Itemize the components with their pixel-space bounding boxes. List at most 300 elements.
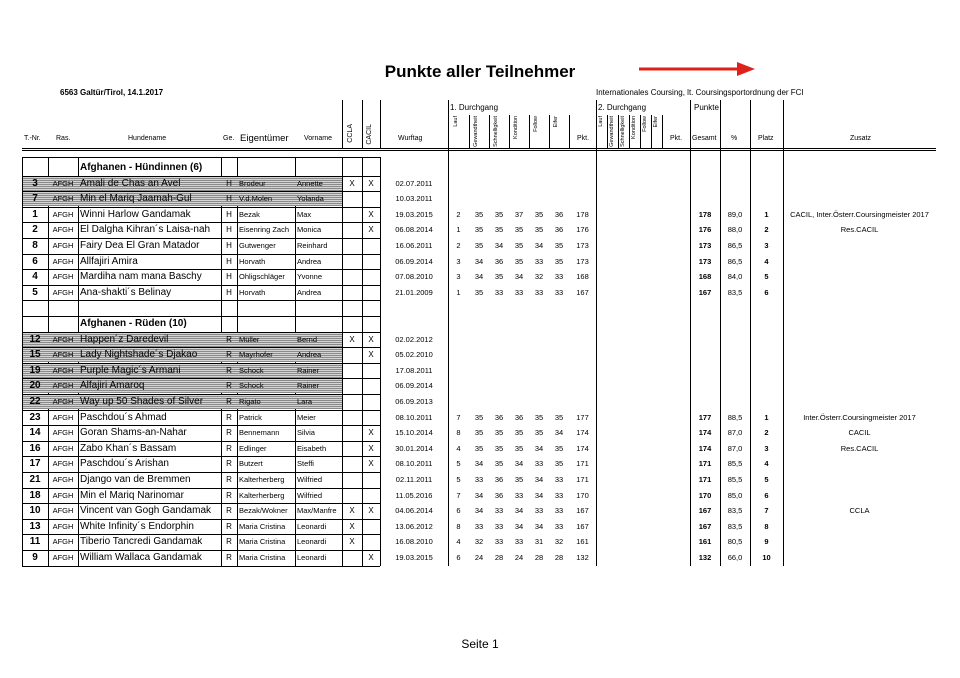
cell-first: Leonardi	[297, 521, 327, 531]
cell-sex: H	[226, 225, 232, 235]
cell-e: 36	[554, 209, 564, 219]
cell-l: 5	[456, 459, 461, 469]
cell-f: 34	[534, 241, 544, 250]
cell-owner: Mayrhofer	[239, 350, 273, 360]
cell-pkt: 167	[576, 506, 589, 516]
cell-nr: 2	[32, 224, 38, 236]
cell-place: 4	[764, 256, 769, 266]
cell-name: Ana-shakti´s Belinay	[80, 286, 172, 298]
cell-total: 132	[698, 553, 712, 562]
cell-nr: 23	[29, 411, 41, 423]
cell-l: 6	[456, 553, 461, 562]
cell-l: 4	[456, 537, 461, 547]
cell-place: 9	[764, 537, 769, 547]
cell-sex: H	[226, 256, 232, 266]
cell-pct: 66,0	[727, 553, 743, 562]
cell-owner: Rigato	[239, 397, 261, 406]
cell-cacil: X	[368, 506, 374, 516]
cell-litter: 17.08.2011	[395, 365, 433, 375]
cell-e: 35	[554, 256, 564, 266]
cell-place: 5	[764, 475, 769, 484]
cell-place: 7	[764, 506, 769, 516]
cell-sex: R	[226, 475, 232, 484]
cell-total: 173	[698, 241, 712, 250]
grid-line	[489, 115, 490, 148]
cell-s: 35	[494, 272, 504, 282]
column-header-cacil: CACIL	[366, 124, 373, 145]
cell-nr: 7	[32, 193, 38, 205]
cell-owner: Schock	[239, 365, 264, 375]
cell-nr: 11	[29, 536, 41, 548]
cell-l: 3	[456, 272, 461, 282]
cell-owner: Horvath	[239, 287, 266, 297]
cell-f: 33	[534, 459, 544, 469]
cell-k: 33	[514, 490, 524, 500]
column-header-name: Hundename	[128, 135, 167, 142]
cell-nr: 20	[29, 380, 41, 392]
cell-sex: R	[226, 381, 232, 391]
cell-k: 34	[514, 506, 524, 516]
cell-g: 35	[474, 428, 484, 438]
cell-litter: 08.10.2011	[395, 412, 433, 422]
cell-name: Paschdou´s Arishan	[80, 458, 169, 470]
cell-g: 35	[474, 209, 484, 219]
cell-l: 1	[456, 225, 461, 235]
cell-nr: 9	[32, 552, 38, 563]
cell-g: 34	[474, 490, 484, 500]
cell-nr: 21	[29, 474, 41, 485]
cell-total: 174	[698, 428, 712, 438]
cell-f: 32	[534, 272, 544, 282]
cell-first: Wilfried	[297, 490, 323, 500]
column-header-r2-3: Kondition	[631, 116, 637, 139]
cell-pct: 83,5	[727, 521, 743, 531]
cell-g: 35	[474, 412, 484, 422]
grid-line	[651, 115, 652, 148]
column-header-r2-4: Follow	[642, 116, 648, 132]
cell-first: Eisabeth	[297, 443, 327, 453]
cell-owner: Bezak/Wokner	[239, 506, 288, 516]
cell-name: Tiberio Tancredi Gandamak	[80, 536, 203, 548]
cell-extra: CCLA	[849, 506, 870, 516]
cell-extra: Inter.Österr.Coursingmeister 2017	[803, 412, 916, 422]
cell-l: 2	[456, 241, 461, 250]
column-header-ccla: CCLA	[347, 124, 354, 143]
cell-owner: Eisenring Zach	[239, 225, 290, 235]
cell-race: AFGH	[52, 521, 74, 531]
cell-race: AFGH	[52, 194, 74, 204]
cell-place: 6	[764, 490, 769, 500]
cell-sex: H	[226, 209, 232, 219]
cell-litter: 06.09.2013	[395, 397, 433, 406]
page-number: Seite 1	[461, 637, 499, 651]
cell-s: 34	[494, 241, 504, 250]
column-header-nr: T.-Nr.	[24, 135, 41, 142]
cell-l: 3	[456, 256, 461, 266]
cell-first: Andrea	[297, 287, 322, 297]
cell-name: Zabo Khan´s Bassam	[80, 442, 177, 454]
cell-total: 167	[698, 521, 712, 531]
cell-s: 36	[494, 256, 504, 266]
cell-pct: 87,0	[727, 428, 743, 438]
grid-line	[629, 115, 630, 148]
cell-place: 6	[764, 287, 769, 297]
cell-pct: 85,5	[727, 475, 743, 484]
cell-s: 36	[494, 490, 504, 500]
cell-first: Silvia	[297, 428, 315, 438]
cell-place: 10	[762, 553, 771, 562]
cell-litter: 16.06.2011	[395, 241, 433, 250]
cell-litter: 19.03.2015	[395, 209, 433, 219]
cell-litter: 02.11.2011	[395, 475, 433, 484]
cell-total: 177	[698, 412, 712, 422]
cell-first: Rainer	[297, 365, 320, 375]
cell-race: AFGH	[52, 490, 74, 500]
cell-k: 35	[514, 443, 524, 453]
cell-cacil: X	[368, 178, 374, 188]
cell-f: 28	[534, 553, 544, 562]
column-header-sex: Ge.	[223, 135, 235, 142]
cell-race: AFGH	[52, 428, 74, 438]
cell-ccla: X	[349, 537, 355, 547]
column-header-r1-4: Follow	[533, 116, 539, 132]
cell-f: 33	[534, 287, 544, 297]
column-header-r1-0: Lauf	[453, 116, 459, 127]
cell-e: 33	[554, 475, 564, 484]
cell-extra: CACIL	[848, 428, 871, 438]
cell-f: 34	[534, 475, 544, 484]
cell-race: AFGH	[52, 272, 74, 282]
cell-race: AFGH	[52, 350, 74, 360]
cell-nr: 4	[32, 271, 38, 283]
cell-g: 32	[474, 537, 484, 547]
cell-sex: R	[226, 334, 232, 344]
cell-name: Goran Shams-an-Nahar	[80, 427, 187, 439]
cell-f: 35	[534, 209, 544, 219]
cell-sex: R	[226, 365, 232, 375]
cell-litter: 21.01.2009	[395, 287, 433, 297]
column-header-total: Gesamt	[692, 135, 717, 142]
cell-s: 33	[494, 521, 504, 531]
cell-pkt: 171	[576, 475, 589, 484]
cell-owner: Ohligschläger	[239, 272, 285, 282]
cell-name: Lady Nightshade´s Djakao	[80, 349, 198, 361]
cell-pkt: 173	[576, 256, 589, 266]
cell-name: Amali de Chas an Avel	[80, 177, 181, 189]
column-header-r2-0: Lauf	[598, 116, 604, 127]
cell-k: 34	[514, 521, 524, 531]
grid-line	[362, 157, 363, 566]
cell-s: 33	[494, 287, 504, 297]
cell-name: Alfajiri Amaroq	[80, 380, 145, 392]
cell-f: 33	[534, 256, 544, 266]
cell-e: 28	[554, 553, 564, 562]
cell-first: Meier	[297, 412, 316, 422]
cell-race: AFGH	[52, 209, 74, 219]
cell-name: White Infinity´s Endorphin	[80, 520, 194, 532]
cell-k: 35	[514, 256, 524, 266]
cell-total: 161	[698, 537, 712, 547]
cell-litter: 05.02.2010	[395, 350, 433, 360]
red-arrow-icon	[639, 62, 755, 76]
grid-line	[342, 157, 343, 566]
cell-k: 33	[514, 287, 524, 297]
cell-l: 7	[456, 490, 461, 500]
cell-e: 33	[554, 287, 564, 297]
cell-place: 3	[764, 241, 769, 250]
cell-place: 5	[764, 272, 769, 282]
cell-race: AFGH	[52, 412, 74, 422]
cell-l: 2	[456, 209, 461, 219]
cell-e: 32	[554, 537, 564, 547]
cell-nr: 12	[29, 333, 41, 345]
cell-k: 24	[514, 553, 524, 562]
cell-nr: 14	[29, 427, 41, 439]
cell-race: AFGH	[52, 334, 74, 344]
cell-owner: Bennemann	[239, 428, 280, 438]
cell-first: Steffi	[297, 459, 314, 469]
grid-line	[22, 300, 380, 301]
cell-s: 35	[494, 225, 504, 235]
column-header-r1-5: Eifer	[553, 116, 559, 128]
cell-total: 178	[698, 209, 712, 219]
cell-cacil: X	[368, 225, 374, 235]
cell-litter: 13.06.2012	[395, 521, 433, 531]
cell-l: 7	[456, 412, 461, 422]
grid-line	[783, 100, 784, 566]
cell-sex: R	[226, 537, 232, 547]
grid-line	[549, 115, 550, 148]
cell-litter: 06.09.2014	[395, 256, 433, 266]
cell-first: Lara	[297, 397, 313, 406]
cell-total: 170	[698, 490, 712, 500]
cell-litter: 16.08.2010	[395, 537, 433, 547]
cell-first: Wilfried	[297, 475, 323, 484]
cell-f: 35	[534, 412, 544, 422]
cell-total: 173	[698, 256, 712, 266]
cell-nr: 19	[29, 364, 41, 376]
points-header: Punkte	[694, 103, 719, 112]
cell-litter: 06.08.2014	[395, 225, 433, 235]
cell-place: 8	[764, 521, 769, 531]
cell-sex: R	[226, 443, 232, 453]
cell-litter: 11.05.2016	[395, 490, 433, 500]
column-header-r2-1: Gewandtheit	[609, 116, 615, 147]
cell-k: 34	[514, 272, 524, 282]
cell-name: Happen´z Daredevil	[80, 333, 169, 345]
cell-nr: 3	[32, 177, 38, 189]
cell-e: 33	[554, 490, 564, 500]
cell-e: 35	[554, 443, 564, 453]
cell-sex: R	[226, 521, 232, 531]
header-bottom-line	[22, 148, 936, 149]
cell-first: Andrea	[297, 350, 322, 360]
cell-name: Winni Harlow Gandamak	[80, 208, 191, 220]
column-header-r2-2: Schnelligkeit	[620, 116, 626, 147]
cell-nr: 5	[32, 286, 38, 298]
cell-pct: 87,0	[727, 443, 743, 453]
cell-pkt: 178	[576, 209, 589, 219]
cell-place: 2	[764, 225, 769, 235]
grid-line	[469, 115, 470, 148]
cell-sex: R	[226, 553, 232, 562]
cell-first: Leonardi	[297, 553, 327, 562]
cell-total: 171	[698, 475, 712, 484]
cell-owner: Kalterherberg	[239, 475, 285, 484]
cell-g: 35	[474, 241, 484, 250]
cell-race: AFGH	[52, 475, 74, 484]
cell-sex: H	[226, 272, 232, 282]
cell-owner: V.d.Molen	[239, 194, 273, 204]
cell-owner: Butzert	[239, 459, 263, 469]
cell-l: 8	[456, 521, 461, 531]
cell-name: Django van de Bremmen	[80, 474, 191, 485]
cell-s: 28	[494, 553, 504, 562]
cell-f: 34	[534, 521, 544, 531]
cell-e: 33	[554, 521, 564, 531]
cell-first: Leonardi	[297, 537, 327, 547]
location-date: 6563 Galtür/Tirol, 14.1.2017	[60, 88, 164, 97]
cell-nr: 8	[32, 240, 38, 251]
cell-sex: R	[226, 490, 232, 500]
cell-pkt: 174	[576, 428, 589, 438]
cell-sex: H	[226, 194, 232, 204]
cell-pct: 89,0	[727, 209, 743, 219]
cell-pkt: 176	[576, 225, 589, 235]
cell-sex: H	[226, 287, 232, 297]
cell-name: Min el Mariq Jaamah-Gul	[80, 193, 192, 205]
grid-line	[662, 115, 663, 148]
cell-extra: CACIL, Inter.Österr.Coursingmeister 2017	[790, 209, 929, 219]
cell-total: 176	[698, 225, 712, 235]
cell-ccla: X	[349, 334, 355, 344]
cell-race: AFGH	[52, 537, 74, 547]
column-header-race: Ras.	[56, 135, 71, 142]
cell-race: AFGH	[52, 287, 74, 297]
cell-total: 167	[698, 287, 712, 297]
cell-first: Rainer	[297, 381, 320, 391]
cell-race: AFGH	[52, 381, 74, 391]
cell-g: 35	[474, 443, 484, 453]
cell-owner: Edlinger	[239, 443, 267, 453]
cell-pkt: 173	[576, 241, 589, 250]
cell-litter: 19.03.2015	[395, 553, 433, 562]
column-header-place: Platz	[758, 135, 774, 142]
cell-litter: 02.02.2012	[395, 334, 433, 344]
cell-litter: 07.08.2010	[395, 272, 433, 282]
cell-race: AFGH	[52, 365, 74, 375]
cell-g: 33	[474, 521, 484, 531]
cell-name: Fairy Dea El Gran Matador	[80, 240, 200, 251]
cell-pkt: 177	[576, 412, 589, 422]
cell-owner: Schock	[239, 381, 264, 391]
cell-first: Bernd	[297, 334, 318, 344]
cell-litter: 06.09.2014	[395, 381, 433, 391]
run2-header: 2. Durchgang	[598, 103, 647, 112]
grid-line	[509, 115, 510, 148]
cell-ccla: X	[349, 178, 355, 188]
cell-owner: Maria Cristina	[239, 521, 286, 531]
group-heading: Afghanen - Rüden (10)	[80, 318, 187, 329]
cell-owner: Bezak	[239, 209, 260, 219]
cell-pkt: 168	[576, 272, 589, 282]
grid-line	[448, 100, 449, 566]
cell-race: AFGH	[52, 459, 74, 469]
cell-owner: Gutwenger	[239, 241, 276, 250]
cell-k: 33	[514, 537, 524, 547]
cell-pct: 88,0	[727, 225, 743, 235]
cell-g: 35	[474, 287, 484, 297]
cell-ccla: X	[349, 506, 355, 516]
cell-f: 34	[534, 443, 544, 453]
cell-s: 36	[494, 475, 504, 484]
cell-cacil: X	[368, 350, 374, 360]
cell-pct: 83,5	[727, 287, 743, 297]
page-title: Punkte aller Teilnehmer	[384, 62, 576, 81]
cell-l: 6	[456, 506, 461, 516]
cell-race: AFGH	[52, 178, 74, 188]
grid-line	[607, 115, 608, 148]
cell-e: 35	[554, 459, 564, 469]
cell-first: Andrea	[297, 256, 322, 266]
cell-owner: Brodeur	[239, 178, 266, 188]
cell-k: 34	[514, 459, 524, 469]
cell-pkt: 167	[576, 287, 589, 297]
column-header-pct: %	[731, 135, 738, 142]
rules-note: Internationales Coursing, lt. Coursingsportordnung der FCI	[596, 88, 804, 97]
cell-cacil: X	[368, 209, 374, 219]
cell-cacil: X	[368, 553, 374, 562]
cell-s: 35	[494, 209, 504, 219]
header-bottom-line-2	[22, 150, 936, 151]
cell-f: 31	[534, 537, 544, 547]
cell-s: 35	[494, 428, 504, 438]
cell-pct: 86,5	[727, 256, 743, 266]
grid-line	[362, 100, 363, 148]
cell-total: 167	[698, 506, 712, 516]
cell-name: Paschdou´s Ahmad	[80, 411, 167, 423]
cell-nr: 15	[29, 349, 41, 361]
cell-owner: Horvath	[239, 256, 266, 266]
cell-race: AFGH	[52, 443, 74, 453]
cell-owner: Maria Cristina	[239, 553, 286, 562]
cell-nr: 6	[32, 255, 38, 267]
cell-name: Mardiha nam mana Baschy	[80, 271, 202, 283]
grid-line	[569, 115, 570, 148]
column-header-litter: Wurftag	[398, 135, 423, 142]
cell-pkt: 174	[576, 443, 589, 453]
cell-total: 168	[698, 272, 712, 282]
cell-s: 35	[494, 443, 504, 453]
cell-s: 33	[494, 537, 504, 547]
grid-line	[529, 115, 530, 148]
cell-owner: Müller	[239, 334, 260, 344]
cell-g: 33	[474, 475, 484, 484]
cell-cacil: X	[368, 443, 374, 453]
cell-extra: Res.CACIL	[840, 225, 879, 235]
grid-line	[22, 566, 380, 567]
column-header-extra: Zusatz	[850, 135, 872, 142]
cell-owner: Patrick	[239, 412, 262, 422]
cell-race: AFGH	[52, 506, 74, 516]
cell-name: Way up 50 Shades of Silver	[80, 396, 204, 407]
cell-g: 34	[474, 272, 484, 282]
cell-place: 3	[764, 443, 769, 453]
grid-line	[618, 115, 619, 148]
group-heading: Afghanen - Hündinnen (6)	[80, 162, 203, 173]
cell-s: 36	[494, 412, 504, 422]
cell-race: AFGH	[52, 256, 74, 266]
